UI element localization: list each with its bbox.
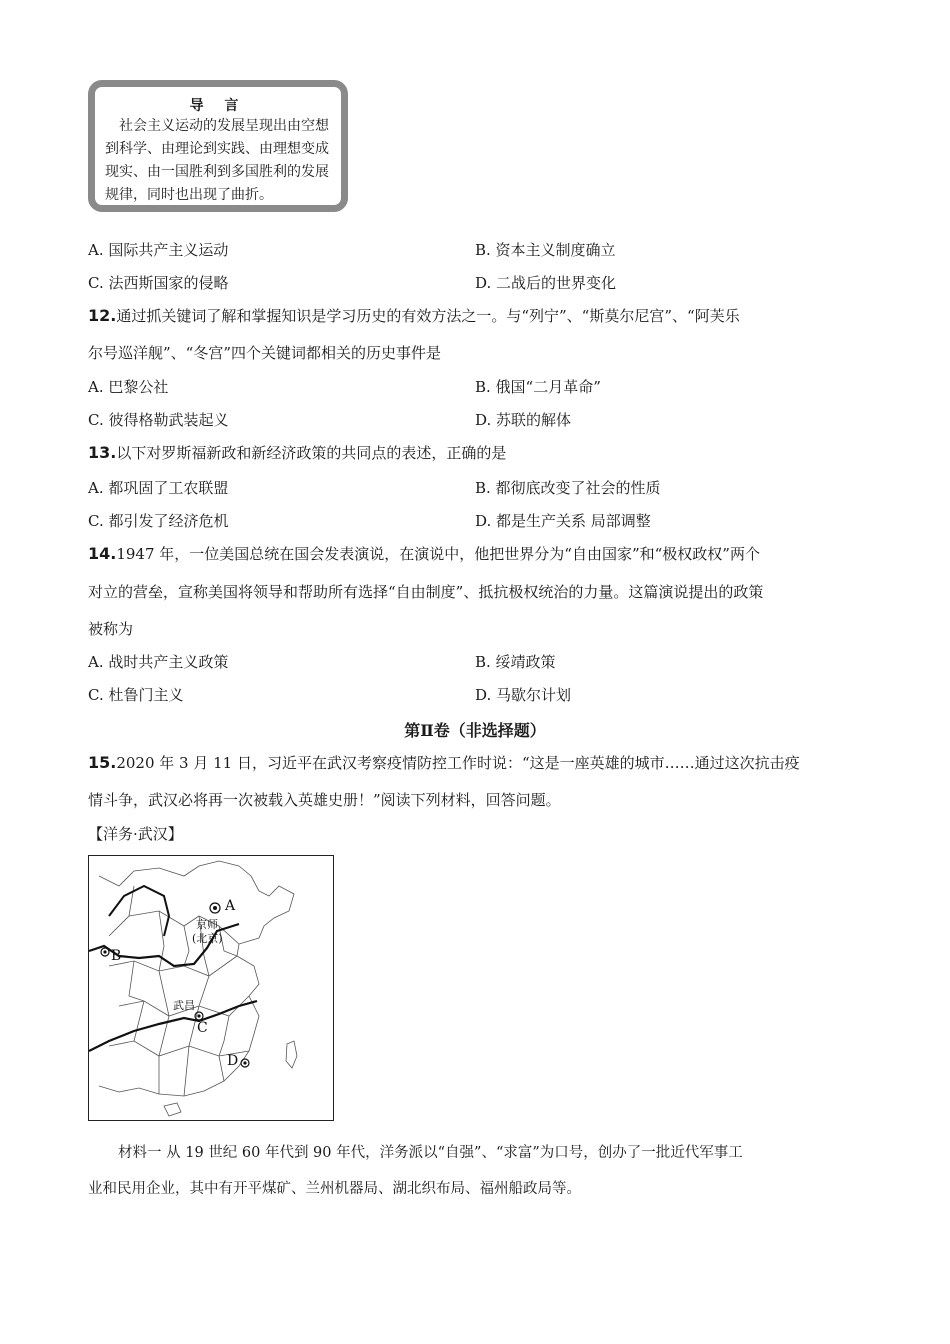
map-figure [88,855,334,1121]
q12-option-b[interactable]: B. 俄国“二月革命” [475,378,601,396]
map-label-beijing: (北京) [192,932,223,945]
q13-option-c[interactable]: C. 都引发了经济危机 [88,512,229,530]
q12-option-c[interactable]: C. 彼得格勒武装起义 [88,411,229,429]
q14-option-c[interactable]: C. 杜鲁门主义 [88,686,184,704]
q12-number: 12. [88,306,117,325]
q13-stem [88,443,506,463]
q13-option-b[interactable]: B. 都彻底改变了社会的性质 [475,479,661,497]
q14-option-b[interactable]: B. 绥靖政策 [475,653,556,671]
section-2-title: 第Ⅱ卷（非选择题） [404,721,546,740]
intro-box [88,80,348,212]
q14-option-d[interactable]: D. 马歇尔计划 [475,686,572,704]
q12-text-1: 通过抓关键词了解和掌握知识是学习历史的有效方法之一。与“列宁”、“斯莫尔尼宫”、“阿芙乐 [116,307,740,325]
material1-line1: 材料一 从 19 世纪 60 年代到 90 年代，洋务派以“自强”、“求富”为口号，创办了一批近代军事工 [118,1145,743,1161]
q14-option-a[interactable]: A. 战时共产主义政策 [88,653,229,671]
q12-stem-line1 [88,306,740,326]
q13-text: 以下对罗斯福新政和新经济政策的共同点的表述，正确的是 [116,444,507,462]
q15-stem-line2: 情斗争，武汉必将再一次被载入英雄史册！”阅读下列材料，回答问题。 [88,791,561,809]
q14-stem-line1 [88,544,760,564]
q11-option-b[interactable]: B. 资本主义制度确立 [475,241,616,259]
q13-option-d[interactable]: D. 都是生产关系 局部调整 [475,512,651,530]
q11-option-a[interactable]: A. 国际共产主义运动 [88,241,229,259]
q15-stem-line1 [88,753,800,773]
q15-number: 15. [88,753,117,772]
china-map [89,856,332,1119]
q14-number: 14. [88,544,117,563]
q11-option-c[interactable]: C. 法西斯国家的侵略 [88,274,229,292]
q11-option-d[interactable]: D. 二战后的世界变化 [475,274,617,292]
q14-text-1: 1947 年，一位美国总统在国会发表演说，在演说中，他把世界分为“自由国家”和“极权政权”两个 [116,545,760,563]
map-label-d: D [227,1053,239,1069]
map-label-jingshi: 京师 [196,918,218,931]
material1-line2: 业和民用企业，其中有开平煤矿、兰州机器局、湖北织布局、福州船政局等。 [88,1181,581,1197]
q12-option-d[interactable]: D. 苏联的解体 [475,411,572,429]
q13-number: 13. [88,443,117,462]
q15-subheading: 【洋务·武汉】 [88,825,183,843]
q14-stem-line3: 被称为 [88,620,134,638]
map-label-c: C [197,1020,208,1036]
q12-stem-line2: 尔号巡洋舰”、“冬宫”四个关键词都相关的历史事件是 [88,344,442,362]
map-label-wuchang: 武昌 [173,999,195,1012]
map-label-a: A [225,898,236,914]
q12-option-a[interactable]: A. 巴黎公社 [88,378,169,396]
q13-option-a[interactable]: A. 都巩固了工农联盟 [88,479,229,497]
map-label-b: B [111,948,122,964]
q14-stem-line2: 对立的营垒，宣称美国将领导和帮助所有选择“自由制度”、抵抗极权统治的力量。这篇演说提出的政策 [88,583,764,601]
q15-text-1: 2020 年 3 月 11 日，习近平在武汉考察疫情防控工作时说：“这是一座英雄的城市……通过这次抗击疫 [116,754,800,772]
intro-text: 社会主义运动的发展呈现出由空想到科学、由理论到实践、由理想变成现实、由一国胜利到多国胜利的发展规律，同时也出现了曲折。 [105,118,329,203]
intro-title: 导 言 [189,98,247,114]
